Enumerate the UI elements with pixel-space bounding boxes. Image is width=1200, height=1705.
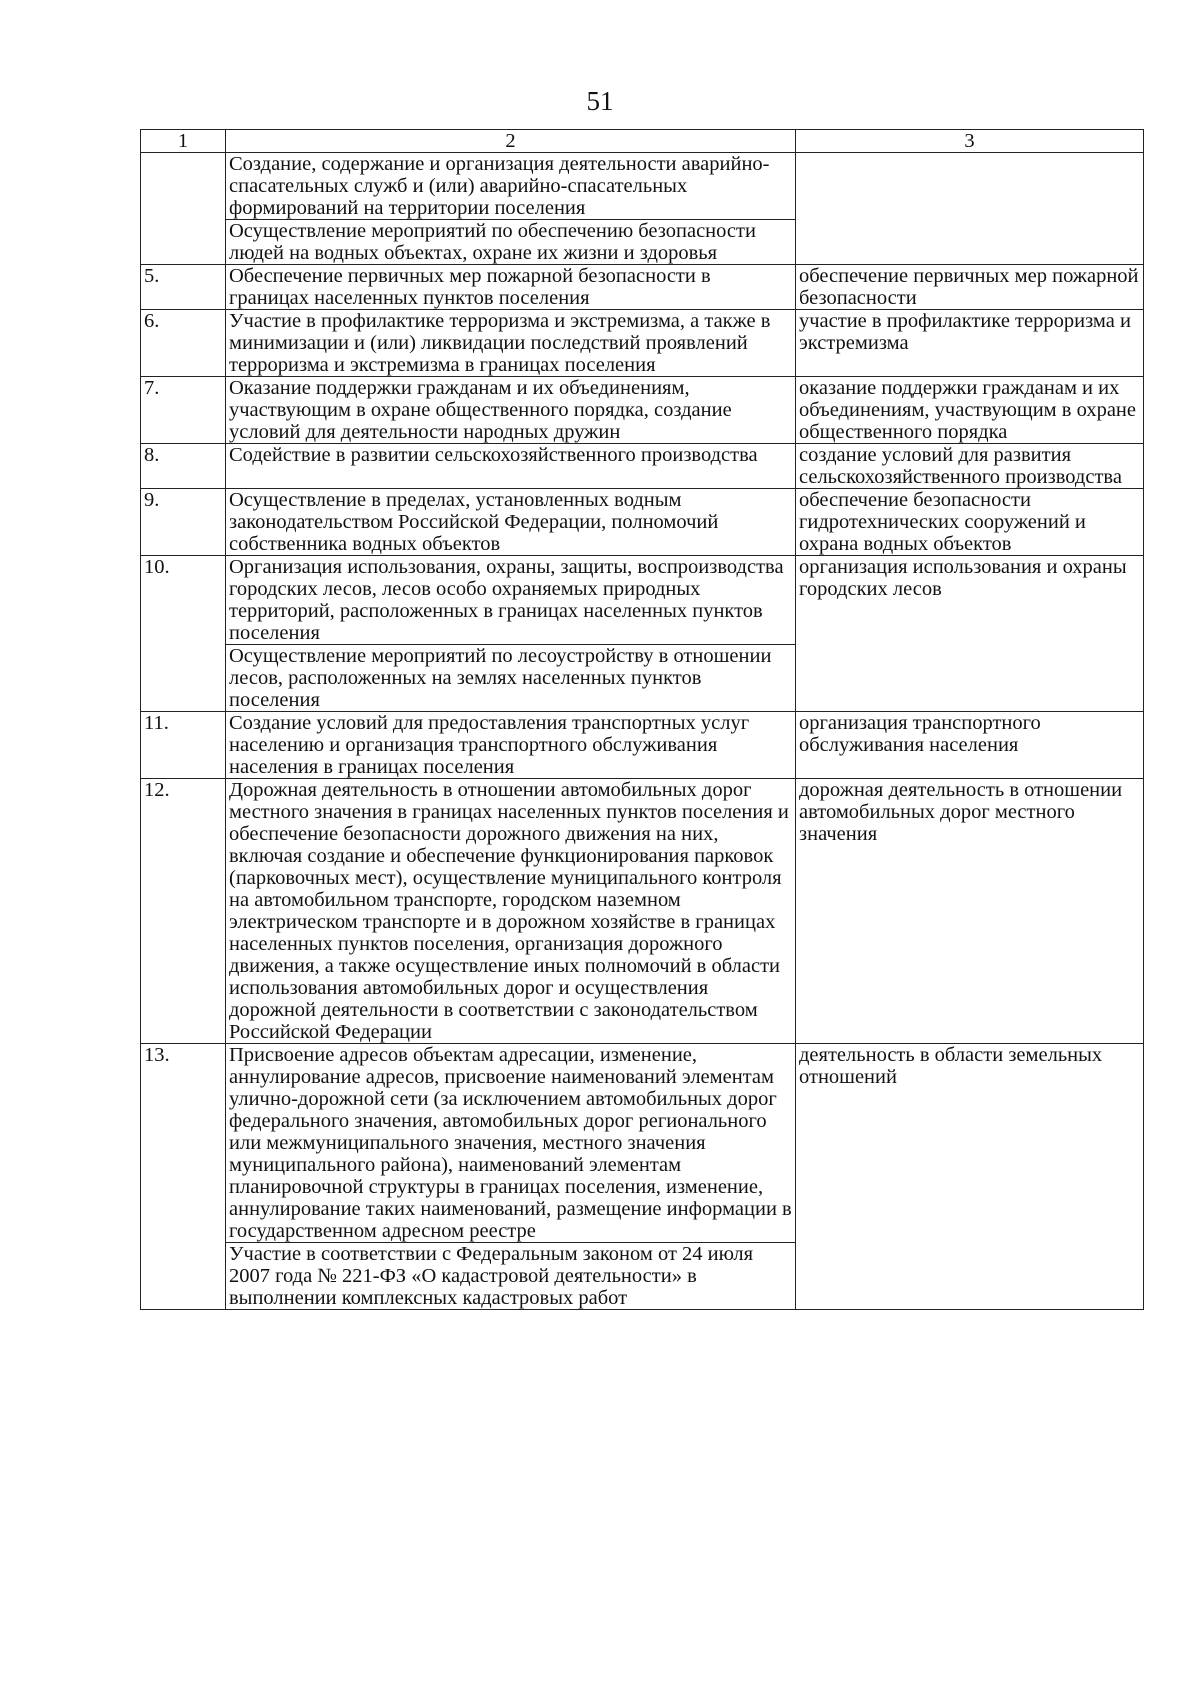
area-text: обеспечение безопасности гидротехнических сооружений и охрана водных объектов	[796, 489, 1144, 556]
row-number	[141, 153, 226, 265]
power-text: Присвоение адресов объектам адресации, изменение, аннулирование адресов, присвоение наименований элементам улично-дорожной сети (за исключением автомобильных дорог федерального значения, автомобильных дорог регионального или межмуниципального значения, местного значения муниципального района), наименований элементам планировочной структуры в границах поселения, изменение, аннулирование таких наименований, размещение информации в государственном адресном реестре	[226, 1044, 796, 1243]
table-row-6	[141, 310, 1144, 377]
table-header-row	[141, 130, 1144, 153]
area-text: участие в профилактике терроризма и экстремизма	[796, 310, 1144, 377]
table-row-7	[141, 377, 1144, 444]
power-text: Осуществление в пределах, установленных водным законодательством Российской Федерации, полномочий собственника водных объектов	[226, 489, 796, 556]
area-text: дорожная деятельность в отношении автомобильных дорог местного значения	[796, 779, 1144, 1044]
row-number: 13.	[141, 1044, 226, 1310]
table-row-9	[141, 489, 1144, 556]
power-text: Создание условий для предоставления транспортных услуг населению и организация транспортного обслуживания населения в границах поселения	[226, 712, 796, 779]
power-text: Оказание поддержки гражданам и их объединениям, участвующим в охране общественного порядка, создание условий для деятельности народных дружин	[226, 377, 796, 444]
table-row-13	[141, 1044, 1144, 1243]
table-row-8	[141, 444, 1144, 489]
row-number: 7.	[141, 377, 226, 444]
power-text: Обеспечение первичных мер пожарной безопасности в границах населенных пунктов поселения	[226, 265, 796, 310]
area-text: оказание поддержки гражданам и их объединениям, участвующим в охране общественного порядка	[796, 377, 1144, 444]
row-number: 6.	[141, 310, 226, 377]
table-row-10	[141, 556, 1144, 645]
row-number: 11.	[141, 712, 226, 779]
power-text: Организация использования, охраны, защиты, воспроизводства городских лесов, лесов особо охраняемых природных территорий, расположенных в границах населенных пунктов поселения	[226, 556, 796, 645]
header-col-1: 1	[141, 130, 226, 153]
page-number: 51	[586, 86, 614, 116]
area-text: организация транспортного обслуживания населения	[796, 712, 1144, 779]
power-text: Участие в соответствии с Федеральным законом от 24 июля 2007 года № 221-ФЗ «О кадастровой деятельности» в выполнении комплексных кадастровых работ	[226, 1243, 796, 1310]
header-col-2: 2	[226, 130, 796, 153]
table-row-cont	[141, 153, 1144, 220]
area-text: деятельность в области земельных отношений	[796, 1044, 1144, 1310]
power-text: Осуществление мероприятий по обеспечению безопасности людей на водных объектах, охране их жизни и здоровья	[226, 220, 796, 265]
power-text: Содействие в развитии сельскохозяйственного производства	[226, 444, 796, 489]
area-text: обеспечение первичных мер пожарной безопасности	[796, 265, 1144, 310]
area-text: создание условий для развития сельскохозяйственного производства	[796, 444, 1144, 489]
row-number: 10.	[141, 556, 226, 712]
table-body	[141, 153, 1144, 1310]
row-number: 12.	[141, 779, 226, 1044]
power-text: Дорожная деятельность в отношении автомобильных дорог местного значения в границах населенных пунктов поселения и обеспечение безопасности дорожного движения на них, включая создание и обеспечение функционирования парковок (парковочных мест), осуществление муниципального контроля на автомобильном транспорте, городском наземном электрическом транспорте и в дорожном хозяйстве в границах населенных пунктов поселения, организация дорожного движения, а также осуществление иных полномочий в области использования автомобильных дорог и осуществления дорожной деятельности в соответствии с законодательством Российской Федерации	[226, 779, 796, 1044]
row-number: 5.	[141, 265, 226, 310]
table-row-12	[141, 779, 1144, 1044]
table-row-11	[141, 712, 1144, 779]
power-text: Создание, содержание и организация деятельности аварийно-спасательных служб и (или) аварийно-спасательных формирований на территории поселения	[226, 153, 796, 220]
power-text: Осуществление мероприятий по лесоустройству в отношении лесов, расположенных на землях населенных пунктов поселения	[226, 645, 796, 712]
table-row-5	[141, 265, 1144, 310]
area-text: организация использования и охраны городских лесов	[796, 556, 1144, 712]
header-col-3: 3	[796, 130, 1144, 153]
power-text: Участие в профилактике терроризма и экстремизма, а также в минимизации и (или) ликвидации последствий проявлений терроризма и экстремизма в границах поселения	[226, 310, 796, 377]
row-number: 9.	[141, 489, 226, 556]
area-text	[796, 153, 1144, 265]
powers-table	[140, 129, 1144, 1310]
row-number: 8.	[141, 444, 226, 489]
